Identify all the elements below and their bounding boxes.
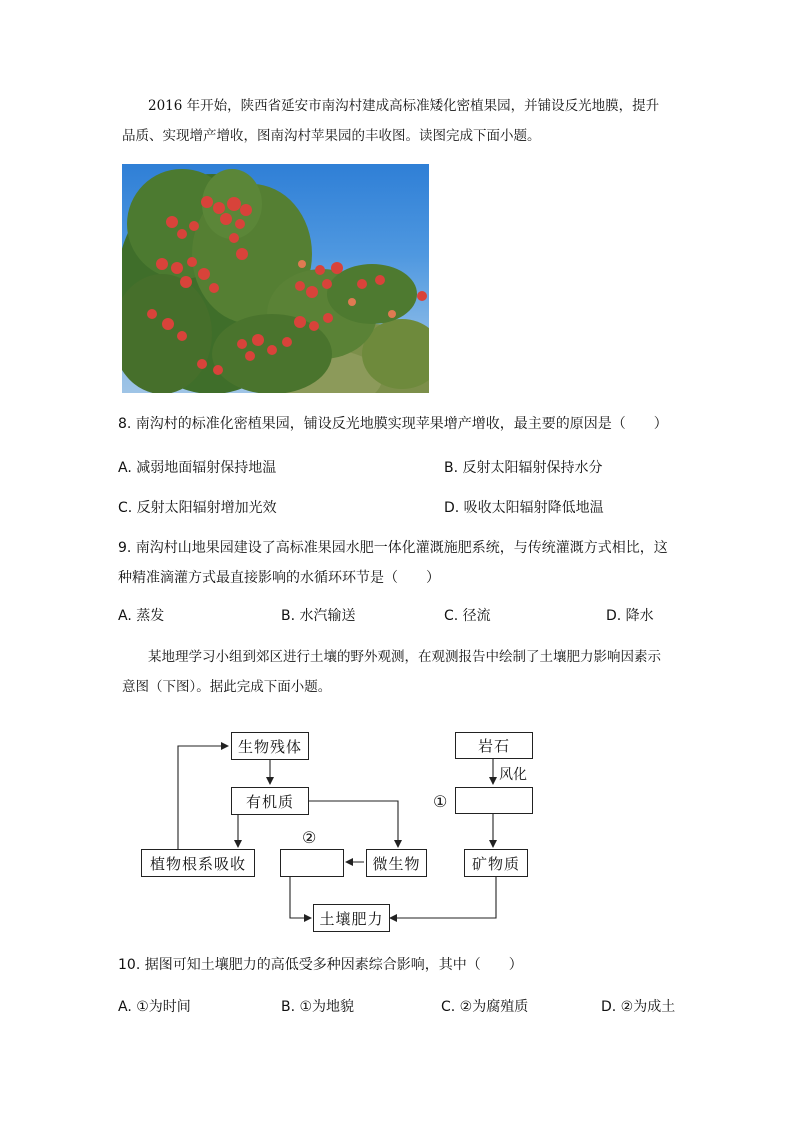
apple-tree-illustration	[122, 164, 429, 393]
intro-paragraph-2	[122, 642, 682, 702]
box-1-blank	[455, 787, 533, 814]
mark-2: ②	[302, 828, 317, 847]
q10-option-c[interactable]: C. ②为腐殖质	[441, 999, 529, 1015]
box-2-blank	[280, 849, 344, 877]
box-mineral: 矿物质	[464, 849, 528, 877]
q10-option-b[interactable]: B. ①为地貌	[281, 999, 355, 1015]
q9-option-b[interactable]: B. 水汽输送	[281, 608, 356, 624]
question-8-stem: 8. 南沟村的标准化密植果园，铺设反光地膜实现苹果增产增收，最主要的原因是（ ）	[118, 416, 668, 432]
box-plant-root-absorption: 植物根系吸收	[141, 849, 255, 877]
q9-option-c[interactable]: C. 径流	[444, 608, 491, 624]
label-weathering: 风化	[499, 767, 527, 783]
apple-orchard-photo	[122, 164, 429, 393]
intro-paragraph-1	[122, 91, 682, 151]
box-rock: 岩石	[455, 732, 533, 759]
intro-2-line-1: 某地理学习小组到郊区进行土壤的野外观测，在观测报告中绘制了土壤肥力影响因素示	[148, 649, 661, 665]
q8-option-d[interactable]: D. 吸收太阳辐射降低地温	[444, 500, 604, 516]
q8-option-a[interactable]: A. 减弱地面辐射保持地温	[118, 460, 277, 476]
q10-option-a[interactable]: A. ①为时间	[118, 999, 191, 1015]
intro-1-line-1: 2016 年开始，陕西省延安市南沟村建成高标准矮化密植果园，并铺设反光地膜，提升	[148, 98, 660, 114]
box-soil-fertility: 土壤肥力	[313, 904, 390, 932]
mark-1: ①	[433, 792, 448, 811]
intro-2-line-2: 意图（下图）。据此完成下面小题。	[122, 679, 332, 695]
question-9-stem	[118, 533, 668, 593]
question-10-stem: 10. 据图可知土壤肥力的高低受多种因素综合影响，其中（ ）	[118, 957, 523, 973]
q10-option-d[interactable]: D. ②为成土	[601, 999, 676, 1015]
q8-option-c[interactable]: C. 反射太阳辐射增加光效	[118, 500, 277, 516]
intro-1-line-2: 品质、实现增产增收，图南沟村苹果园的丰收图。读图完成下面小题。	[122, 128, 541, 144]
question-9-stem-line-2: 种精准滴灌方式最直接影响的水循环环节是（ ）	[118, 570, 440, 586]
q8-option-b[interactable]: B. 反射太阳辐射保持水分	[444, 460, 603, 476]
box-organic-matter: 有机质	[231, 787, 309, 815]
question-9-stem-line-1: 9. 南沟村山地果园建设了高标准果园水肥一体化灌溉施肥系统，与传统灌溉方式相比，这	[118, 540, 668, 556]
box-biological-residue: 生物残体	[231, 732, 309, 760]
box-microorganism: 微生物	[366, 849, 427, 877]
q9-option-a[interactable]: A. 蒸发	[118, 608, 165, 624]
q9-option-d[interactable]: D. 降水	[606, 608, 654, 624]
